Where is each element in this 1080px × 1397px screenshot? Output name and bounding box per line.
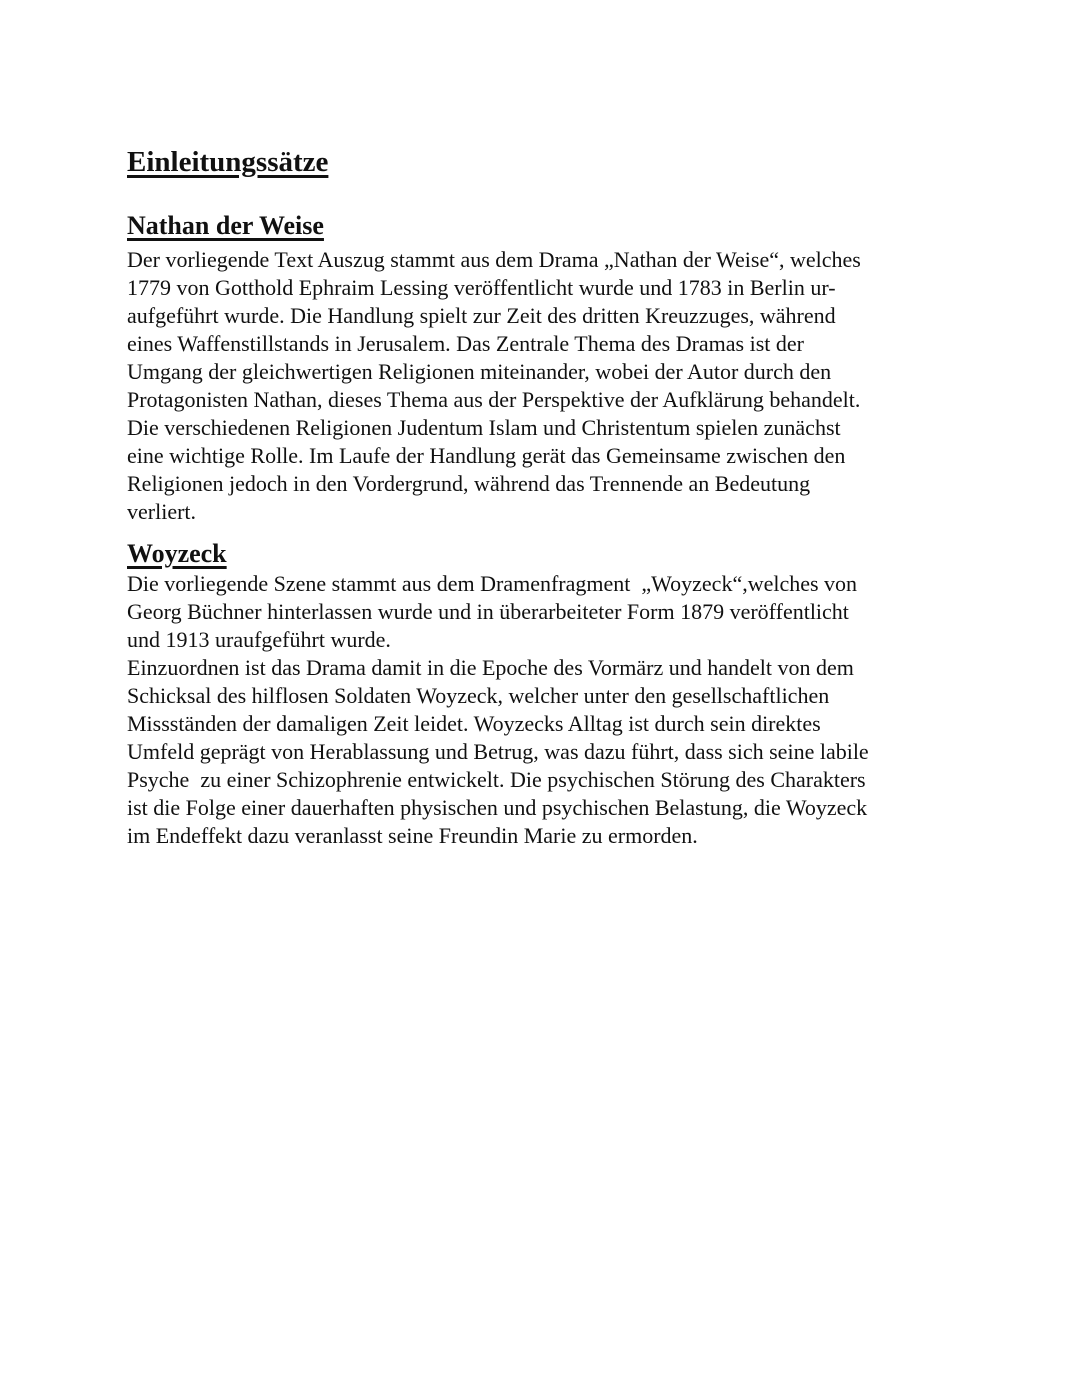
paragraph-line: eine wichtige Rolle. Im Laufe der Handlung gerät das Gemeinsame zwischen den [127,443,846,468]
paragraph-line: Einzuordnen ist das Drama damit in die Epoche des Vormärz und handelt von dem [127,655,854,680]
paragraph-line: Die verschiedenen Religionen Judentum Islam und Christentum spielen zunächst [127,415,841,440]
paragraph-line: aufgeführt wurde. Die Handlung spielt zur Zeit des dritten Kreuzzuges, während [127,303,836,328]
paragraph-line: verliert. [127,499,197,524]
paragraph-line: 1779 von Gotthold Ephraim Lessing veröffentlicht wurde und 1783 in Berlin ur- [127,275,836,300]
document-page [127,142,957,850]
paragraph-line: Protagonisten Nathan, dieses Thema aus der Perspektive der Aufklärung behandelt. [127,387,861,412]
paragraph-line: im Endeffekt dazu veranlasst seine Freundin Marie zu ermorden. [127,823,698,848]
paragraph-line: Umfeld geprägt von Herablassung und Betrug, was dazu führt, dass sich seine labile [127,739,869,764]
section-nathan-der-weise [127,210,957,526]
section-heading: Woyzeck [127,539,227,568]
paragraph-line: Schicksal des hilflosen Soldaten Woyzeck, welcher unter den gesellschaftlichen [127,683,830,708]
paragraph-line: ist die Folge einer dauerhaften physischen und psychischen Belastung, die Woyzeck [127,795,868,820]
section-paragraph [127,246,957,526]
paragraph-line: Umgang der gleichwertigen Religionen miteinander, wobei der Autor durch den [127,359,832,384]
paragraph-line: Der vorliegende Text Auszug stammt aus dem Drama „Nathan der Weise“, welches [127,247,861,272]
paragraph-line: Die vorliegende Szene stammt aus dem Dramenfragment „Woyzeck“,welches von [127,571,858,596]
paragraph-line: Missständen der damaligen Zeit leidet. Woyzecks Alltag ist durch sein direktes [127,711,821,736]
paragraph-line: Religionen jedoch in den Vordergrund, während das Trennende an Bedeutung [127,471,811,496]
document-title: Einleitungssätze [127,146,329,178]
paragraph-line: Georg Büchner hinterlassen wurde und in überarbeiteter Form 1879 veröffentlicht [127,599,849,624]
section-paragraph [127,570,957,850]
section-heading: Nathan der Weise [127,211,324,240]
paragraph-line: und 1913 uraufgeführt wurde. [127,627,391,652]
section-woyzeck [127,538,957,850]
paragraph-line: Psyche zu einer Schizophrenie entwickelt. Die psychischen Störung des Charakters [127,767,866,792]
paragraph-line: eines Waffenstillstands in Jerusalem. Das Zentrale Thema des Dramas ist der [127,331,804,356]
